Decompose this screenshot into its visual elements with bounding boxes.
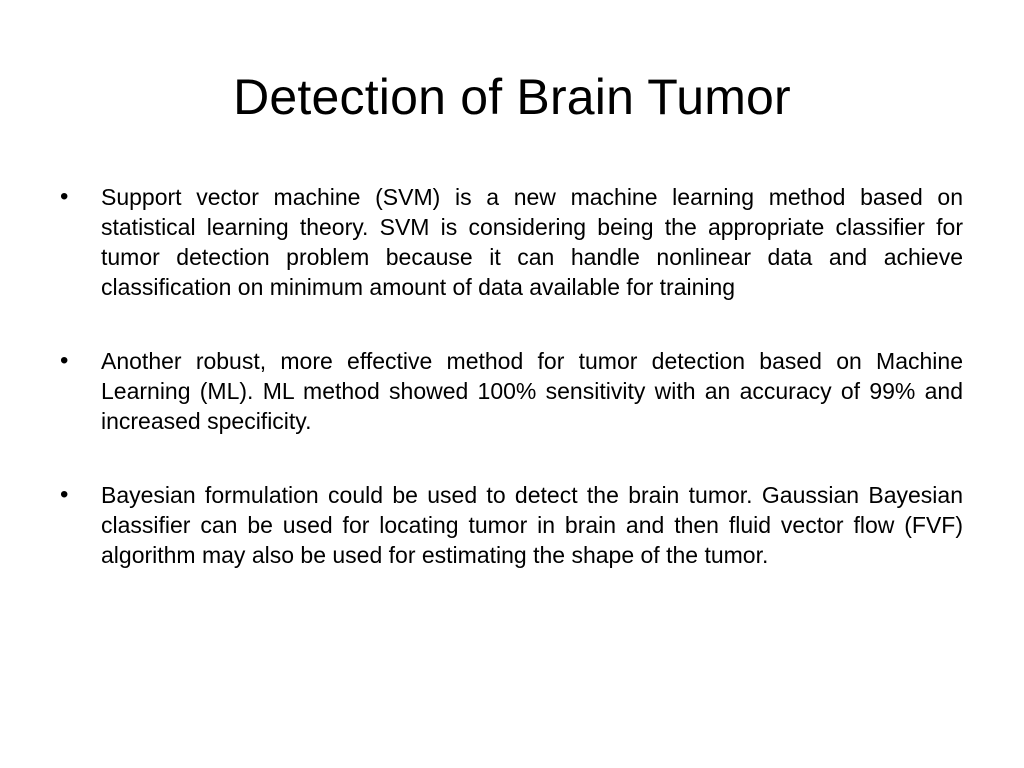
bullet-item-ml <box>60 346 963 436</box>
bullet-text: Another robust, more effective method for tumor detection based on Machine Learning (ML). ML method showed 100% sensitivity with an accuracy of 99% and increased specificity. <box>101 348 963 434</box>
bullet-text: Bayesian formulation could be used to detect the brain tumor. Gaussian Bayesian classifier can be used for locating tumor in brain and then fluid vector flow (FVF) algorithm may also be used for estimating the shape of the tumor. <box>101 482 963 568</box>
bullet-icon: • <box>60 347 69 374</box>
bullet-list <box>60 182 963 614</box>
slide-title: Detection of Brain Tumor <box>233 69 791 125</box>
bullet-text: Support vector machine (SVM) is a new machine learning method based on statistical learning theory. SVM is considering being the appropriate classifier for tumor detection problem because it can handle nonlinear data and achieve classification on minimum amount of data available for training <box>101 184 963 300</box>
bullet-icon: • <box>60 481 69 508</box>
bullet-item-svm <box>60 182 963 302</box>
bullet-item-bayesian <box>60 480 963 570</box>
bullet-icon: • <box>60 183 69 210</box>
